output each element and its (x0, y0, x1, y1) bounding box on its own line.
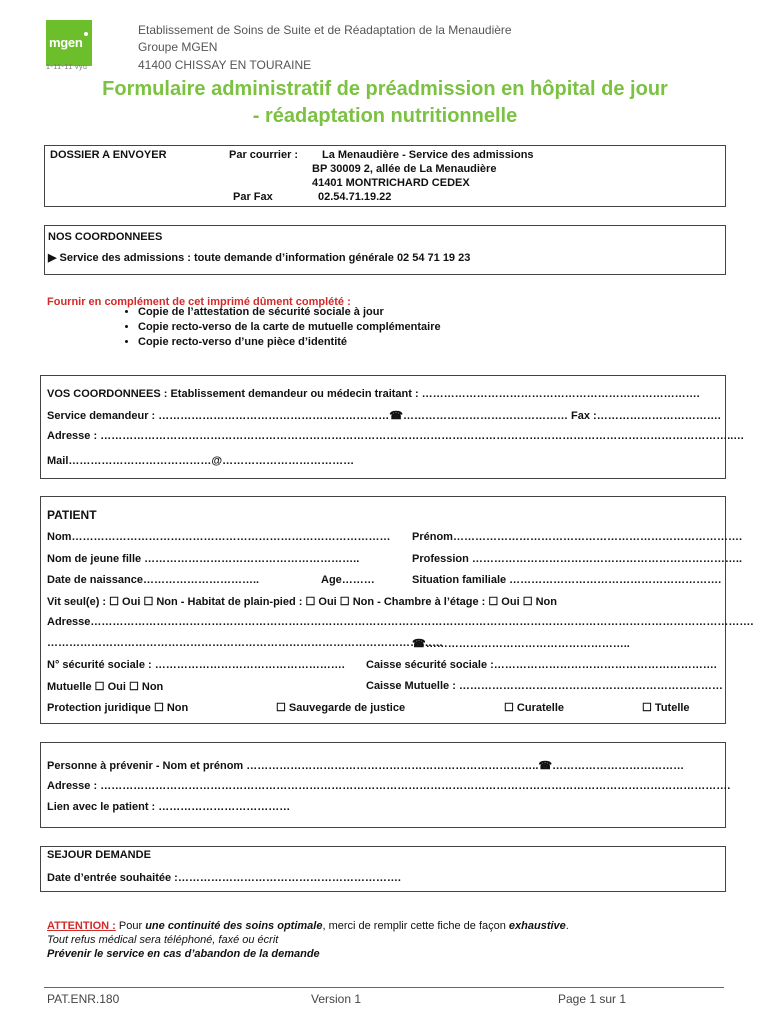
patient-secu: N° sécurité sociale : ……………………………………………. (47, 659, 345, 671)
vos-coordonnees-line1: VOS COORDONNEES : Etablissement demandeur ou médecin traitant : …………………………………………………………………. (47, 388, 700, 400)
fournir-heading: Fournir en complément de cet imprimé dûment complété : (47, 296, 351, 308)
patient-profession: Profession ……………………………………………………………….. (412, 553, 743, 565)
footer-divider (44, 987, 724, 988)
vos-coordonnees-line3: Adresse : ………………………………………………………………………………………………………………………………………………………..… (47, 430, 745, 442)
page-title-line1: Formulaire administratif de préadmission en hôpital de jour (102, 78, 668, 100)
vos-coordonnees-line4: Mail…………………………………@……………………………… (47, 455, 355, 467)
patient-sauvegarde: ☐ Sauvegarde de justice (276, 702, 406, 714)
attention-line (47, 920, 569, 932)
attention-part3: , merci de remplir cette fiche de façon (322, 920, 509, 932)
patient-caisse-mutuelle: Caisse Mutuelle : ……………………………………………………………… (366, 680, 723, 692)
logo-dot (84, 32, 88, 36)
courrier-label: Par courrier : (229, 149, 299, 161)
patient-nom-jeune-fille: Nom de jeune fille ………………………………………………….. (47, 553, 360, 565)
sejour-heading: SEJOUR DEMANDE (47, 849, 151, 861)
page-title-line2: - réadaptation nutritionnelle (252, 105, 518, 127)
fax-label: Par Fax (233, 191, 273, 203)
footer-version: Version 1 (311, 992, 362, 1006)
patient-prenom: Prénom……………………………………………………………………. (412, 531, 743, 543)
fax-value: 02.54.71.19.22 (318, 191, 392, 203)
fournir-item: • Copie recto-verso de la carte de mutuelle complémentaire (138, 320, 441, 335)
patient-date-naissance: Date de naissance………………………….. (47, 574, 260, 586)
courrier-line2: BP 30009 2, allée de La Menaudière (312, 163, 497, 175)
patient-telephone: ☎……………………………………………….. (412, 638, 630, 650)
patient-age: Age……… (321, 574, 375, 586)
patient-adresse: Adresse………………………………………………………………………………………………………………………………………………………………. (47, 616, 754, 628)
attention-part5: . (565, 920, 569, 932)
header-group: Groupe MGEN (138, 40, 218, 54)
coordonnees-line: ▶ Service des admissions : toute demande d’information générale 02 54 71 19 23 (48, 252, 471, 264)
sejour-line: Date d’entrée souhaitée :……………………………………………………. (47, 872, 401, 884)
attention-line3: Prévenir le service en cas d’abandon de la demande (47, 948, 320, 960)
patient-mutuelle: Mutuelle ☐ Oui ☐ Non (47, 681, 164, 693)
footer-page: Page 1 sur 1 (558, 992, 627, 1006)
fournir-item: • Copie de l’attestation de sécurité sociale à jour (138, 305, 441, 320)
courrier-line1: La Menaudière - Service des admissions (322, 149, 534, 161)
prevenir-line2: Adresse : ………………………………………………………………………………………………………………………………………………………. (47, 780, 731, 792)
fournir-list (98, 305, 441, 350)
logo-text: mgen (49, 35, 83, 50)
coordonnees-heading: NOS COORDONNEES (48, 231, 163, 243)
patient-vit-seul: Vit seul(e) : ☐ Oui ☐ Non - Habitat de plain-pied : ☐ Oui ☐ Non - Chambre à l’étage : ☐ Oui ☐ Non (47, 596, 557, 608)
mgen-logo (46, 20, 92, 66)
prevenir-line1: Personne à prévenir - Nom et prénom ……………………………………………………………………..☎……………………………… (47, 760, 685, 772)
prevenir-line3: Lien avec le patient : ……………………………… (47, 801, 291, 813)
attention-part4: exhaustive (508, 920, 566, 932)
patient-tutelle: ☐ Tutelle (642, 702, 690, 714)
patient-situation: Situation familiale …………………………………………………. (412, 574, 722, 586)
patient-caisse-secu: Caisse sécurité sociale :……………………………………………………. (366, 659, 717, 671)
fournir-item: • Copie recto-verso d’une pièce d’identité (138, 335, 441, 350)
patient-nom: Nom…………………………………………………………………………… (47, 531, 391, 543)
logo-subtext: 1-11-11 vyu (46, 64, 88, 71)
attention-label: ATTENTION : (47, 920, 116, 932)
vos-coordonnees-line2: Service demandeur : ………………………………………………………☎……………………………………… Fax :……………………………. (47, 410, 721, 422)
patient-heading: PATIENT (47, 508, 97, 522)
patient-adresse-suite: ……………………………………………………………………………………………… (47, 637, 443, 649)
attention-part1: Pour (115, 920, 146, 932)
header-address: 41400 CHISSAY EN TOURAINE (138, 58, 312, 72)
patient-curatelle: ☐ Curatelle (504, 702, 564, 714)
footer-ref: PAT.ENR.180 (47, 992, 120, 1006)
attention-part2: une continuité des soins optimale (145, 920, 323, 932)
header-establishment: Etablissement de Soins de Suite et de Réadaptation de la Menaudière (138, 23, 512, 37)
attention-line2: Tout refus médical sera téléphoné, faxé ou écrit (47, 934, 279, 946)
courrier-line3: 41401 MONTRICHARD CEDEX (312, 177, 470, 189)
patient-protection: Protection juridique ☐ Non (47, 702, 189, 714)
dossier-label: DOSSIER A ENVOYER (50, 149, 167, 161)
